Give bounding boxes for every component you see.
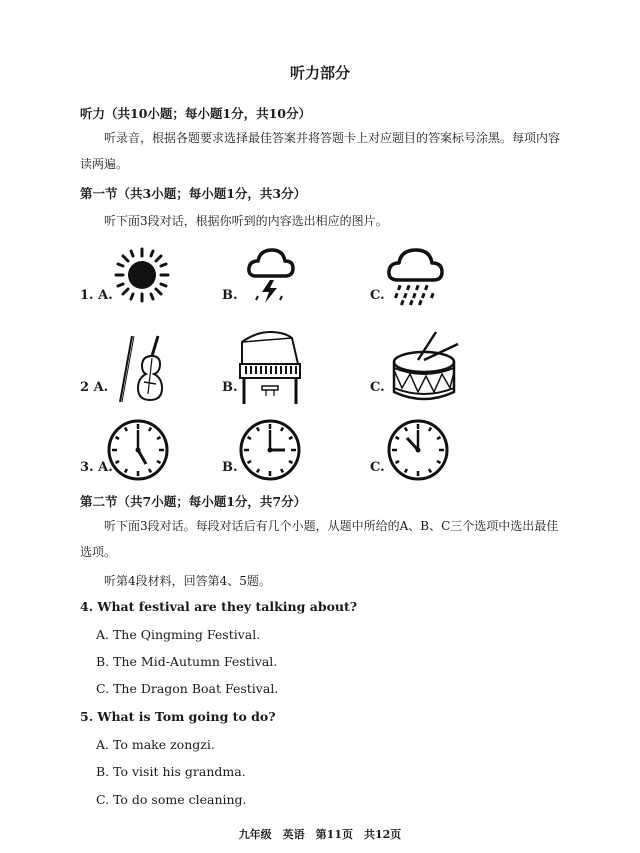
question-4: 4. What festival are they talking about? bbox=[80, 599, 358, 614]
q4-option-a: A. The Qingming Festival. bbox=[96, 627, 261, 642]
q5-option-a: A. To make zongzi. bbox=[96, 737, 215, 752]
thunderstorm-cloud-icon bbox=[246, 246, 296, 304]
page-footer: 九年级 英语 第11页 共12页 bbox=[238, 828, 402, 841]
row3-label-c: C. bbox=[370, 460, 385, 475]
row1-label-c: C. bbox=[370, 288, 385, 303]
row3-label-b: B. bbox=[222, 460, 238, 475]
violin-icon bbox=[114, 332, 168, 404]
row2-number: 2 bbox=[80, 380, 90, 395]
row1-number: 1. bbox=[80, 288, 94, 303]
section1-instruction: 听下面3段对话，根据你听到的内容选出相应的图片。 bbox=[104, 214, 388, 228]
row3-label-a: A. bbox=[98, 460, 113, 475]
q4-option-c: C. The Dragon Boat Festival. bbox=[96, 681, 279, 696]
row1-label-a: A. bbox=[98, 288, 113, 303]
section2-sub-instruction: 听第4段材料，回答第4、5题。 bbox=[104, 574, 271, 588]
clock-icon bbox=[106, 418, 170, 482]
listening-header: 听力（共10小题；每小题1分，共10分） bbox=[80, 106, 311, 121]
row1-option-a bbox=[80, 288, 113, 303]
row2-option-a bbox=[80, 380, 108, 395]
general-instruction: 听录音，根据各题要求选择最佳答案并将答题卡上对应题目的答案标号涂黑。每项内容读两遍。 bbox=[80, 131, 561, 171]
row1-label-b: B. bbox=[222, 288, 238, 303]
section2-heading: 第二节（共7小题；每小题1分，共7分） bbox=[80, 494, 307, 509]
q4-option-b: B. The Mid-Autumn Festival. bbox=[96, 654, 278, 669]
page-title: 听力部分 bbox=[289, 64, 350, 82]
row2-label-a: A. bbox=[93, 380, 109, 395]
q5-option-c: C. To do some cleaning. bbox=[96, 792, 247, 807]
clock-icon bbox=[238, 418, 302, 482]
piano-icon bbox=[236, 330, 304, 406]
clock-icon bbox=[386, 418, 450, 482]
row2-label-c: C. bbox=[370, 380, 385, 395]
q5-option-b: B. To visit his grandma. bbox=[96, 764, 246, 779]
rain-cloud-icon bbox=[386, 246, 446, 306]
row3-number: 3. bbox=[80, 460, 94, 475]
sun-icon bbox=[112, 245, 172, 305]
question-5: 5. What is Tom going to do? bbox=[80, 709, 276, 724]
row2-label-b: B. bbox=[222, 380, 238, 395]
drum-icon bbox=[390, 330, 462, 404]
section2-instruction: 听下面3段对话。每段对话后有几个小题，从题中所给的A、B、C三个选项中选出最佳选项。 bbox=[80, 519, 559, 559]
section1-heading: 第一节（共3小题；每小题1分，共3分） bbox=[80, 186, 307, 201]
